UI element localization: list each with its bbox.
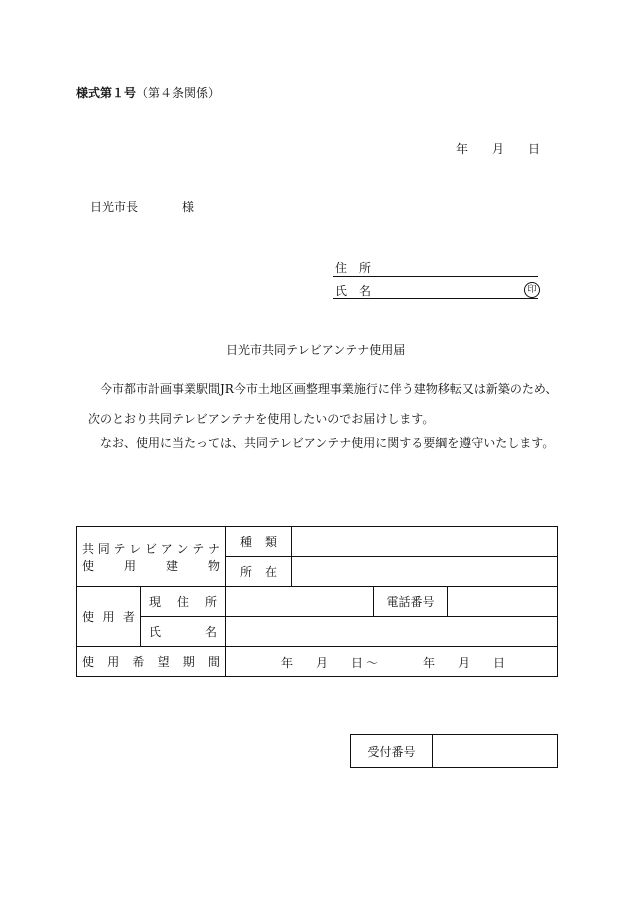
seal-icon: 印 xyxy=(524,282,540,298)
date-year: 年 xyxy=(456,142,469,156)
name-label-cell: 氏 名 xyxy=(141,617,226,647)
location-value-cell[interactable] xyxy=(292,557,558,587)
addressee-name: 日光市長 xyxy=(90,200,139,214)
kind-value-cell[interactable] xyxy=(292,527,558,557)
form-number: 様式第１号（第４条関係） xyxy=(76,86,221,100)
phone-label-cell: 電話番号 xyxy=(374,587,448,617)
period-label-cell: 使 用 希 望 期 間 xyxy=(77,647,226,677)
receipt-table xyxy=(350,734,558,768)
location-label-cell: 所 在 xyxy=(226,557,292,587)
period-value-cell[interactable]: 年 月 日 〜 年 月 日 xyxy=(226,647,558,677)
body-line-1: 今市都市計画事業駅間JR今市土地区画整理事業施行に伴う建物移転又は新築のため、 xyxy=(100,382,558,396)
building-header-line-1: 共 同 テ レ ビ ア ン テ ナ xyxy=(82,541,221,556)
current-address-label-cell: 現 住 所 xyxy=(141,587,226,617)
phone-value-cell[interactable] xyxy=(448,587,558,617)
application-table xyxy=(76,526,558,677)
user-label-cell: 使 用 者 xyxy=(77,587,141,647)
building-header-cell xyxy=(77,527,226,587)
date-month: 月 xyxy=(492,142,505,156)
document-title: 日光市共同テレビアンテナ使用届 xyxy=(226,343,406,357)
applicant-address-line xyxy=(333,276,538,277)
applicant-name-label: 氏 名 xyxy=(335,284,372,298)
kind-label-cell: 種 類 xyxy=(226,527,292,557)
body-line-3: なお、使用に当たっては、共同テレビアンテナ使用に関する要綱を遵守いたします。 xyxy=(100,436,555,450)
addressee-honorific: 様 xyxy=(182,200,195,214)
applicant-name-line xyxy=(333,298,538,299)
body-line-2: 次のとおり共同テレビアンテナを使用したいのでお届けします。 xyxy=(88,412,435,426)
receipt-value-cell[interactable] xyxy=(433,735,558,768)
receipt-label-cell: 受付番号 xyxy=(351,735,433,768)
name-value-cell[interactable] xyxy=(226,617,558,647)
applicant-address-label: 住 所 xyxy=(335,261,372,275)
building-header-line-2: 使 用 建 物 xyxy=(82,558,221,573)
date-day: 日 xyxy=(528,142,541,156)
current-address-value-cell[interactable] xyxy=(226,587,374,617)
